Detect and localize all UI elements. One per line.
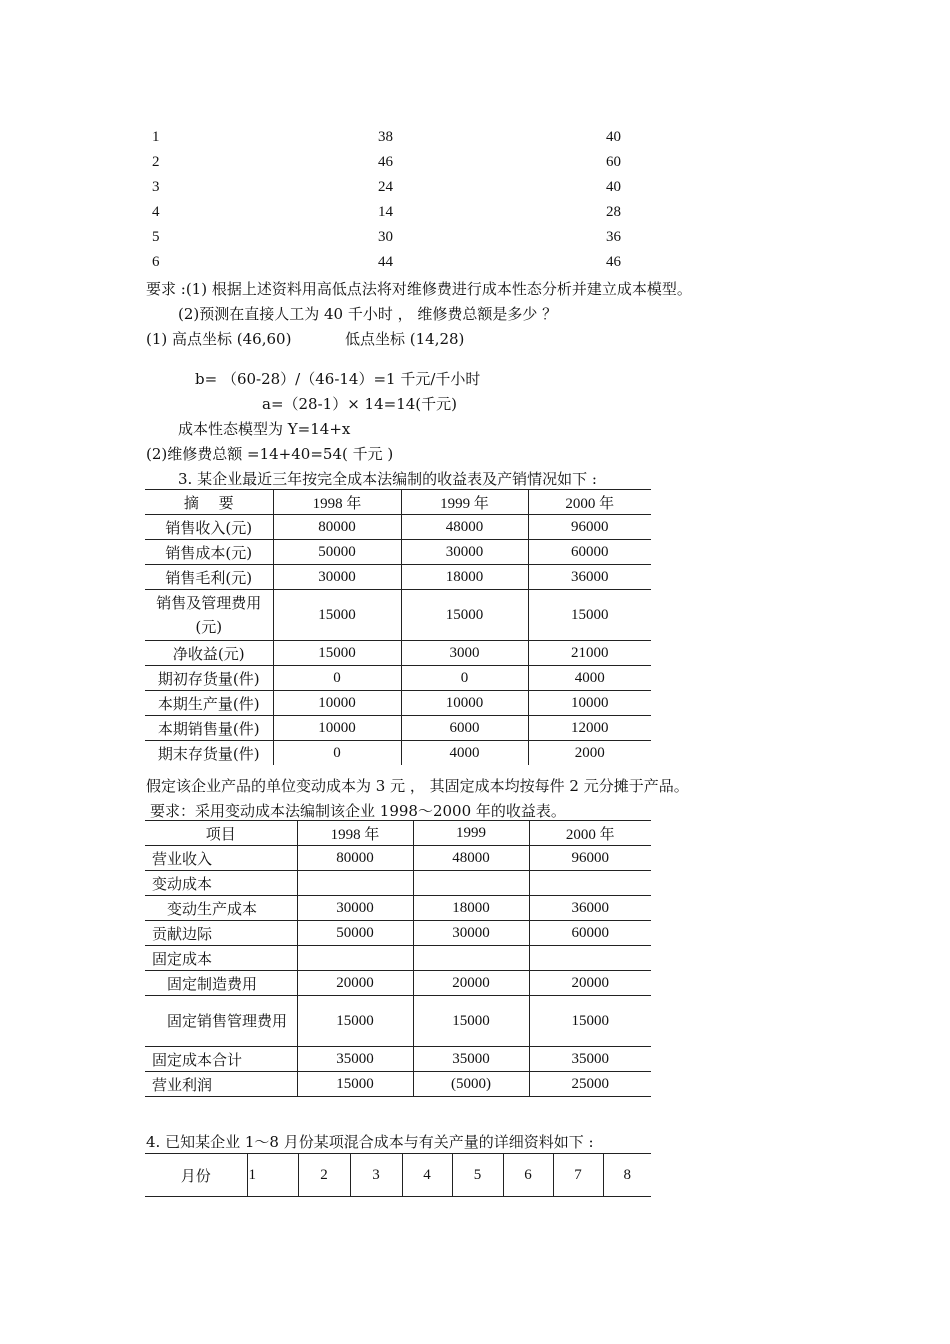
month-cell: 3 [350,1154,402,1197]
row-1-cost: 40 [606,129,621,145]
question-3-title: 3. 某企业最近三年按完全成本法编制的收益表及产销情况如下 : [178,470,597,488]
table-cell [413,871,529,896]
table-row [145,896,651,921]
table-cell: 36000 [529,896,651,921]
row-6-month: 6 [152,254,160,270]
answer-b: b= （60-28）/（46-14）=1 千元/千小时 [195,370,481,388]
table-cell: (5000) [413,1072,529,1097]
table-cell: 12000 [528,716,651,741]
table-cell: 30000 [401,540,528,565]
row-6-cost: 46 [606,254,621,270]
table-cell: 20000 [529,971,651,996]
table-row [145,590,651,641]
requirement-1: 要求 :(1) 根据上述资料用高低点法将对维修费进行成本性态分析并建立成本模型。 [146,280,692,298]
row-4-labor: 14 [378,204,393,220]
row-3-cost: 40 [606,179,621,195]
row-label: 净收益(元) [145,641,273,666]
row-label: 期初存货量(件) [145,666,273,691]
row-5-cost: 36 [606,229,621,245]
table-cell: 0 [401,666,528,691]
table-cell: 10000 [528,691,651,716]
row-4-month: 4 [152,204,160,220]
table-cell: 15000 [273,590,401,641]
row-label: 销售成本(元) [145,540,273,565]
table-cell: 0 [273,666,401,691]
income-table-variable-cost [145,820,651,1097]
table-cell: 18000 [413,896,529,921]
table-cell [297,871,413,896]
row-label: 期末存货量(件) [145,741,273,766]
table-cell: 15000 [528,590,651,641]
table-cell: 10000 [273,716,401,741]
header-cell: 项目 [145,821,297,846]
table-row [145,691,651,716]
row-label: 固定成本 [145,946,297,971]
table-row [145,1072,651,1097]
row-2-labor: 46 [378,154,393,170]
table-cell: 50000 [297,921,413,946]
header-cell: 1998 年 [297,821,413,846]
table-cell: 20000 [297,971,413,996]
table-header-row [145,490,651,515]
row-3-labor: 24 [378,179,393,195]
month-cell: 1 [247,1154,298,1197]
month-cell: 7 [553,1154,603,1197]
row-label: 变动成本 [145,871,297,896]
monthly-data-table [145,1153,651,1197]
table-cell: 80000 [273,515,401,540]
answer-2: (2)维修费总额 =14+40=54( 千元 ) [146,445,394,463]
answer-high-point: (1) 高点坐标 (46,60) [146,330,292,348]
table-row [145,666,651,691]
table-cell: 4000 [528,666,651,691]
table-row [145,565,651,590]
row-1-labor: 38 [378,129,393,145]
table-cell: 6000 [401,716,528,741]
row-label: 本期生产量(件) [145,691,273,716]
month-cell: 5 [452,1154,503,1197]
table-row [145,846,651,871]
table-cell: 21000 [528,641,651,666]
table-cell: 4000 [401,741,528,766]
table-row [145,921,651,946]
row-label: 固定销售管理费用 [145,996,297,1047]
table-cell: 20000 [413,971,529,996]
table-cell: 96000 [528,515,651,540]
header-cell: 1999 [413,821,529,846]
table-row [145,641,651,666]
row-label: 变动生产成本 [145,896,297,921]
row-3-month: 3 [152,179,160,195]
table-row [145,741,651,766]
table-row [145,871,651,896]
requirement-2: (2)预测在直接人工为 40 千小时 ， 维修费总额是多少 ？ [178,305,558,323]
table-cell: 48000 [401,515,528,540]
row-label: 贡献边际 [145,921,297,946]
month-cell: 2 [298,1154,350,1197]
table-cell: 35000 [529,1047,651,1072]
table-cell: 36000 [528,565,651,590]
table-cell: 15000 [401,590,528,641]
row-label: 固定成本合计 [145,1047,297,1072]
table-row [145,971,651,996]
table-cell: 3000 [401,641,528,666]
header-cell: 2000 年 [529,821,651,846]
answer-model: 成本性态模型为 Y=14+x [178,420,351,438]
table-cell: 30000 [413,921,529,946]
row-2-cost: 60 [606,154,621,170]
table-cell: 30000 [273,565,401,590]
table-cell: 15000 [529,996,651,1047]
table-cell: 25000 [529,1072,651,1097]
table-cell [529,871,651,896]
row-6-labor: 44 [378,254,393,270]
table-row [145,1154,651,1197]
table-row [145,946,651,971]
header-cell: 摘 要 [145,490,273,515]
header-cell: 2000 年 [528,490,651,515]
table-cell [529,946,651,971]
table-cell: 15000 [297,1072,413,1097]
table-row [145,540,651,565]
income-table-full-cost [145,489,651,765]
table-cell: 2000 [574,744,605,761]
table-cell: 15000 [413,996,529,1047]
row-label: 营业利润 [145,1072,297,1097]
row-2-month: 2 [152,154,160,170]
month-cell: 8 [603,1154,651,1197]
table-cell: 30000 [297,896,413,921]
table-cell [413,946,529,971]
requirement-3: 要求：采用变动成本法编制该企业 1998～2000 年的收益表。 [150,802,566,820]
table-cell: 15000 [297,996,413,1047]
row-label: 销售及管理费用(元) [145,590,273,641]
table-cell [297,946,413,971]
table-cell: 15000 [273,641,401,666]
row-label: 销售收入(元) [145,515,273,540]
table-cell: 35000 [297,1047,413,1072]
answer-a: a=（28-1）× 14=14(千元) [262,395,457,413]
table-cell: 60000 [528,540,651,565]
answer-low-point: 低点坐标 (14,28) [345,330,465,348]
table-row [145,996,651,1047]
table-header-row [145,821,651,846]
table-cell: 48000 [413,846,529,871]
table-cell: 50000 [273,540,401,565]
row-5-month: 5 [152,229,160,245]
header-cell: 1999 年 [401,490,528,515]
row-1-month: 1 [152,129,160,145]
table-cell: 0 [273,741,401,766]
table-row [145,1047,651,1072]
question-4-title: 4. 已知某企业 1～8 月份某项混合成本与有关产量的详细资料如下 : [146,1133,594,1151]
table-cell: 80000 [297,846,413,871]
table-cell: 10000 [401,691,528,716]
assumption-text: 假定该企业产品的单位变动成本为 3 元 ， 其固定成本均按每件 2 元分摊于产品。 [146,777,689,795]
row-label: 月份 [145,1154,247,1197]
table-cell: 10000 [273,691,401,716]
header-cell: 1998 年 [273,490,401,515]
table-cell: 60000 [529,921,651,946]
row-4-cost: 28 [606,204,621,220]
month-cell: 6 [503,1154,553,1197]
table-row [145,716,651,741]
row-5-labor: 30 [378,229,393,245]
table-row [145,515,651,540]
table-cell: 96000 [529,846,651,871]
row-label: 本期销售量(件) [145,716,273,741]
month-cell: 4 [402,1154,452,1197]
row-label: 营业收入 [145,846,297,871]
table-cell: 35000 [413,1047,529,1072]
row-label: 固定制造费用 [145,971,297,996]
row-label: 销售毛利(元) [145,565,273,590]
table-cell: 18000 [401,565,528,590]
